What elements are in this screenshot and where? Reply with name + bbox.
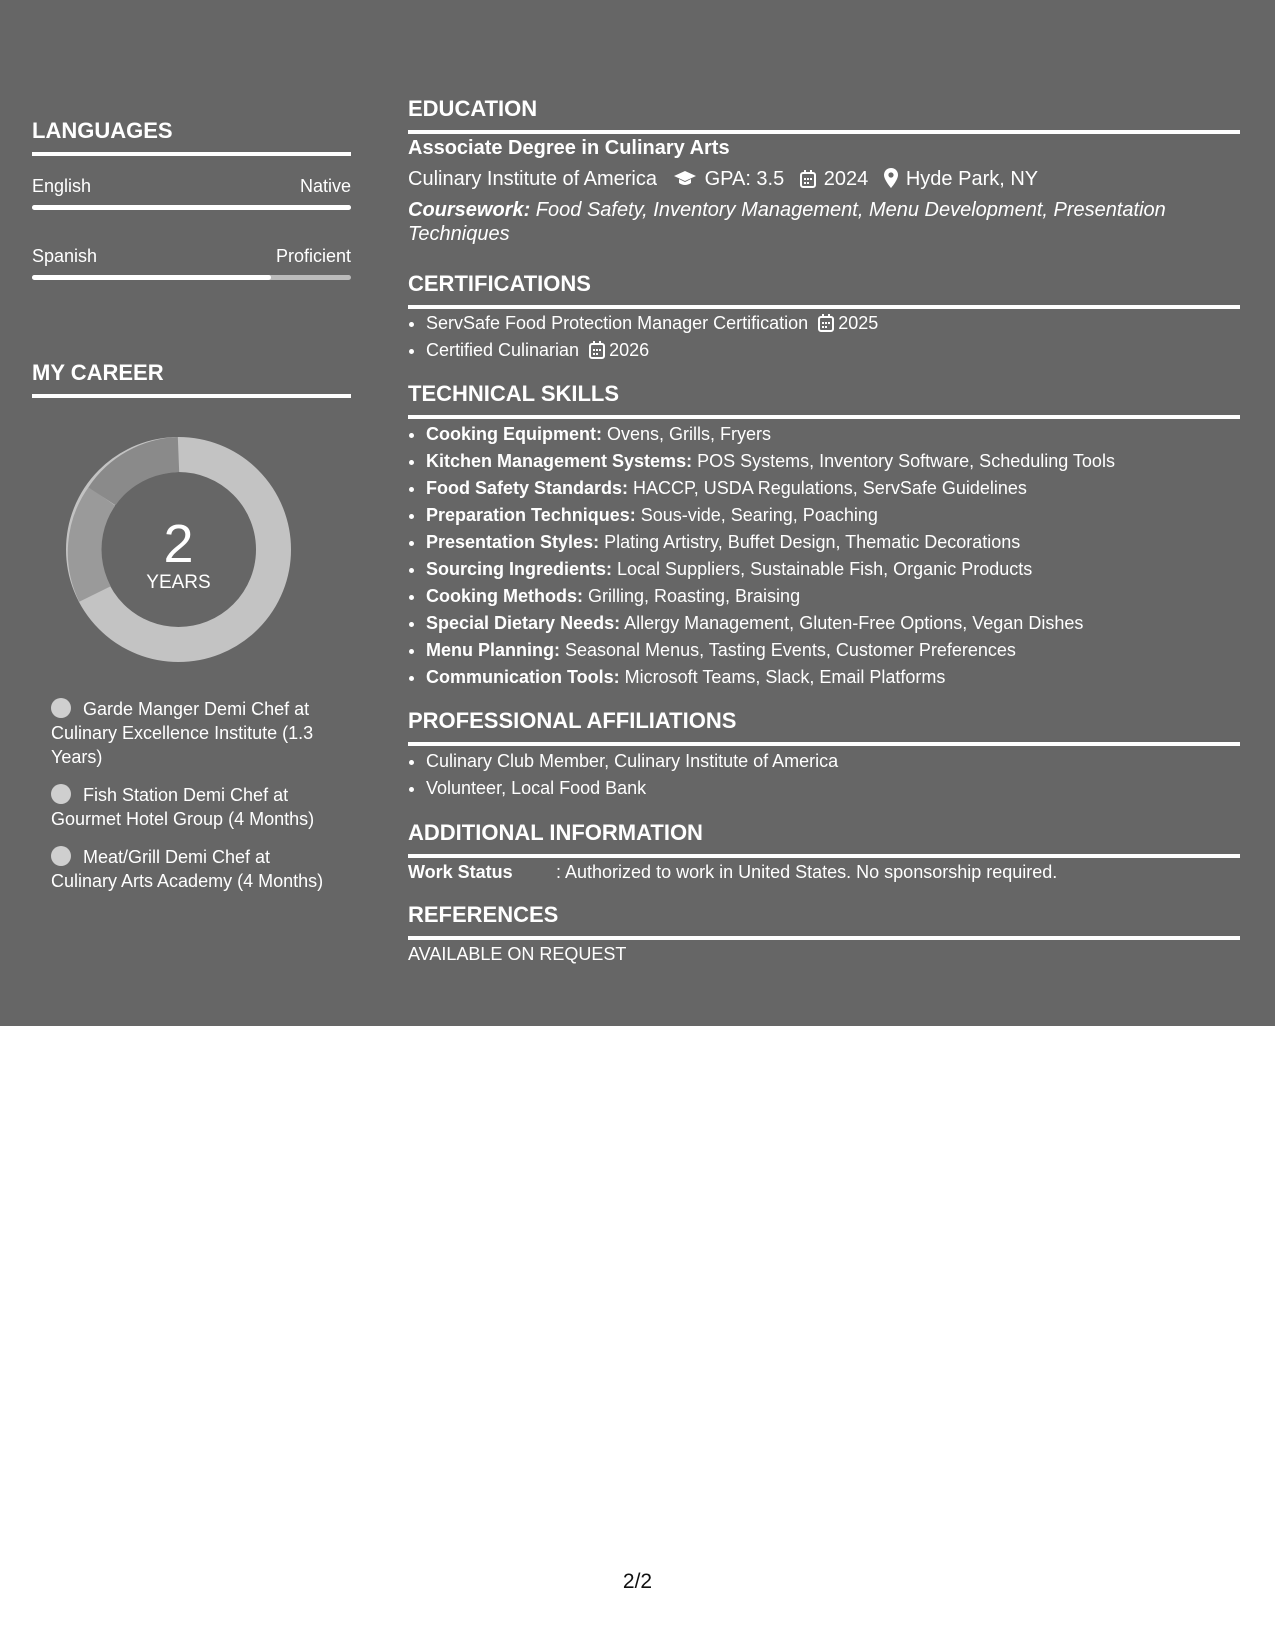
language-bar-english: [32, 205, 351, 210]
career-years-number: 2: [163, 514, 194, 574]
skill-value: POS Systems, Inventory Software, Scheduling Tools: [692, 451, 1115, 471]
career-list-item: [51, 697, 341, 769]
map-pin-icon: [884, 168, 898, 194]
skill-label: Menu Planning:: [426, 640, 560, 660]
skill-label: Preparation Techniques:: [426, 505, 636, 525]
career-list-item: [51, 845, 341, 893]
page-number: 2/2: [622, 1570, 653, 1593]
skill-value: Plating Artistry, Buffet Design, Thematic Decorations: [599, 532, 1021, 552]
affiliations-title: PROFESSIONAL AFFILIATIONS: [408, 708, 1240, 746]
skill-label: Special Dietary Needs:: [426, 613, 621, 633]
skill-value: Ovens, Grills, Fryers: [601, 424, 771, 444]
language-bar-spanish: [32, 275, 351, 280]
references-text: AVAILABLE ON REQUEST: [408, 944, 627, 964]
list-item: [426, 448, 1115, 475]
education-degree: Associate Degree in Culinary Arts: [408, 137, 730, 159]
skill-value: Seasonal Menus, Tasting Events, Customer Preferences: [560, 640, 1016, 660]
skill-label: Sourcing Ingredients:: [426, 559, 613, 579]
affiliations-list: [408, 748, 838, 802]
language-name: English: [32, 176, 92, 196]
legend-dot-icon: [51, 846, 71, 866]
career-item-text: Fish Station Demi Chef at Gourmet Hotel Group (4 Months): [51, 785, 315, 829]
legend-dot-icon: [51, 698, 71, 718]
career-list-item: [51, 783, 341, 831]
list-item: [426, 637, 1115, 664]
education-school: Culinary Institute of America: [408, 168, 657, 190]
work-status-value: : Authorized to work in United States. No sponsorship required.: [556, 862, 1058, 882]
skill-label: Cooking Methods:: [426, 586, 583, 606]
graduation-cap-icon: [673, 170, 697, 194]
coursework-label: Coursework:: [408, 199, 531, 221]
additional-info-title: ADDITIONAL INFORMATION: [408, 820, 1240, 858]
skill-label: Cooking Equipment:: [426, 424, 602, 444]
certification-name: Certified Culinarian: [426, 340, 580, 360]
education-meta: [408, 168, 1038, 194]
legend-dot-icon: [51, 784, 71, 804]
list-item: [426, 556, 1115, 583]
technical-skills-title: TECHNICAL SKILLS: [408, 381, 1240, 419]
certifications-title: CERTIFICATIONS: [408, 271, 1240, 309]
list-item: [426, 583, 1115, 610]
language-bar-fill: [32, 205, 351, 210]
donut-segment-2: [85, 497, 103, 594]
list-item: [426, 529, 1115, 556]
technical-skills-list: [408, 421, 1115, 691]
calendar-icon: [800, 170, 816, 194]
calendar-icon: [589, 340, 605, 367]
calendar-icon: [818, 313, 834, 340]
certifications-list: [408, 310, 878, 364]
language-level: Native: [299, 176, 351, 196]
certification-year: 2025: [838, 313, 879, 333]
skill-label: Presentation Styles:: [426, 532, 600, 552]
work-status: [408, 862, 1057, 883]
list-item: [426, 610, 1115, 637]
career-item-text: Garde Manger Demi Chef at Culinary Excellence Institute (1.3 Years): [51, 699, 314, 767]
skill-label: Food Safety Standards:: [426, 478, 629, 498]
language-level: Proficient: [275, 246, 351, 266]
language-name: Spanish: [32, 246, 98, 266]
list-item: • Culinary Club Member, Culinary Institute of America: [426, 748, 838, 775]
skill-label: Communication Tools:: [426, 667, 620, 687]
education-location: Hyde Park, NY: [905, 168, 1039, 190]
list-item: [426, 664, 1115, 691]
certification-name: ServSafe Food Protection Manager Certification: [426, 313, 809, 333]
skill-label: Kitchen Management Systems:: [426, 451, 693, 471]
skill-value: Grilling, Roasting, Braising: [582, 586, 801, 606]
skill-value: HACCP, USDA Regulations, ServSafe Guidelines: [628, 478, 1027, 498]
languages-title: LANGUAGES: [32, 118, 351, 156]
education-year: 2024: [823, 168, 869, 190]
language-bar-fill: [32, 275, 271, 280]
education-coursework: [408, 198, 1168, 246]
education-title: EDUCATION: [408, 96, 1240, 134]
skill-value: Sous-vide, Searing, Poaching: [635, 505, 878, 525]
list-item: [426, 475, 1115, 502]
work-status-label: Work Status: [408, 862, 513, 882]
references-title: REFERENCES: [408, 902, 1240, 940]
skill-value: Microsoft Teams, Slack, Email Platforms: [619, 667, 946, 687]
career-title: MY CAREER: [32, 360, 351, 398]
certification-year: 2026: [609, 340, 650, 360]
list-item: • Volunteer, Local Food Bank: [426, 775, 838, 802]
career-donut-chart: [66, 437, 291, 662]
skill-value: Allergy Management, Gluten-Free Options, Vegan Dishes: [620, 613, 1084, 633]
career-item-text: Meat/Grill Demi Chef at Culinary Arts Academy (4 Months): [51, 847, 324, 891]
skill-value: Local Suppliers, Sustainable Fish, Organic Products: [612, 559, 1033, 579]
list-item: [426, 337, 878, 364]
list-item: [426, 421, 1115, 448]
education-gpa: GPA: 3.5: [704, 168, 785, 190]
career-years-label: YEARS: [146, 572, 211, 593]
list-item: [426, 310, 878, 337]
list-item: [426, 502, 1115, 529]
coursework-list: Food Safety, Inventory Management, Menu Development, Presentation Techniques: [408, 199, 1166, 245]
